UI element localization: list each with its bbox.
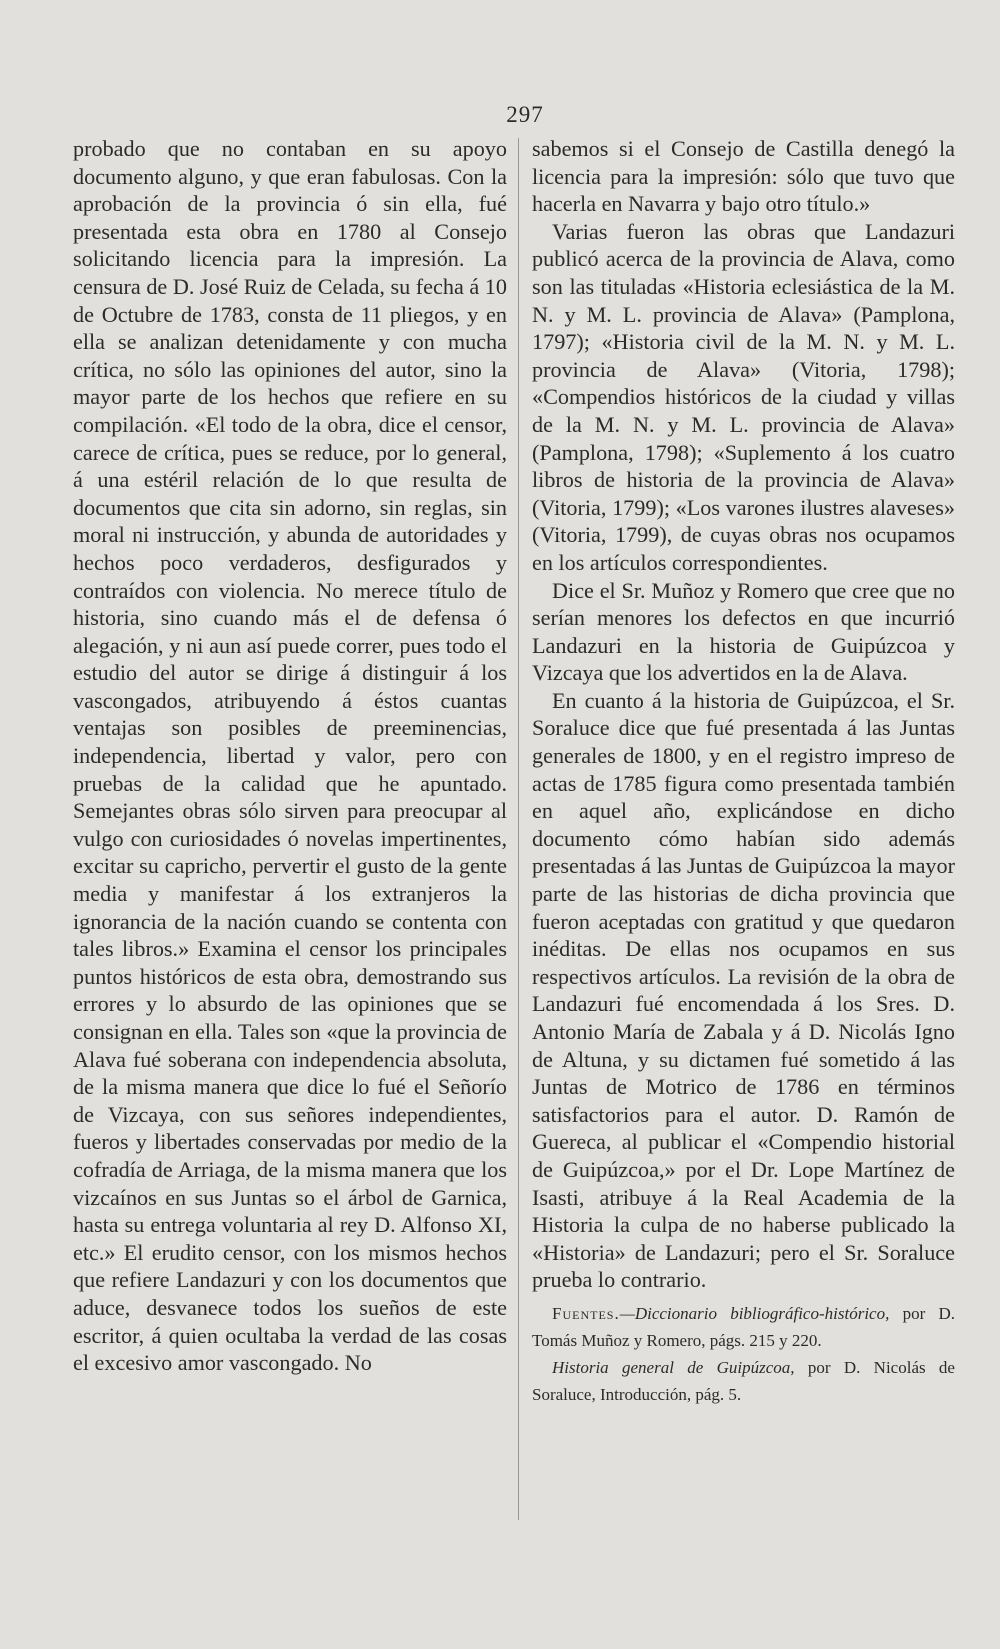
- left-column: [73, 135, 507, 1377]
- right-paragraph-2: Varias fueron las obras que Landazuri publicó acerca de la provincia de Alava, como son las tituladas «Historia eclesiástica de la M. N. y M. L. provincia de Alava» (Pamplona, 1797); «Historia civil de la M. N. y M. L. provincia de Alava» (Vitoria, 1798); «Compendios históricos de la ciudad y villas de la M. N. y M. L. provincia de Alava» (Pamplona, 1798); «Suplemento á los cuatro libros de historia de la provincia de Alava» (Vitoria, 1799); «Los varones ilustres alaveses» (Vitoria, 1799), de cuyas obras nos ocupamos en los artículos correspondientes.: [532, 218, 955, 575]
- right-paragraph-3: Dice el Sr. Muñoz y Romero que cree que no serían menores los defectos en que incurrió Landazuri en la historia de Guipúzcoa y Vizcaya que los advertidos en la de Alava.: [532, 577, 955, 686]
- source-entry-2: [532, 1354, 955, 1408]
- source-1-title: —Diccionario bibliográfico-histórico,: [619, 1303, 890, 1323]
- sources-block: [532, 1300, 955, 1408]
- column-divider: [518, 138, 519, 1520]
- right-paragraph-4: En cuanto á la historia de Guipúzcoa, el Sr. Soraluce dice que fué presentada á las Juntas generales de 1800, y en el registro impreso de actas de 1785 figura como presentada también en aquel año, explicándose en dicho documento cómo habían sido además presentadas á las Juntas de Guipúzcoa la mayor parte de las historias de dicha provincia que fueron aceptadas con gratitud y que quedaron inéditas. De ellas nos ocupamos en sus respectivos artículos. La revisión de la obra de Landazuri fué encomendada á los Sres. D. Antonio María de Zabala y á D. Nicolás Igno de Altuna, y su dictamen fué sometido á las Juntas de Motrico de 1786 en términos satisfactorios para el autor. D. Ramón de Guereca, al publicar el «Compendio historial de Guipúzcoa,» por el Dr. Lope Martínez de Isasti, atribuye á la Real Academia de la Historia la culpa de no haberse publicado la «Historia» de Landazuri; pero el Sr. Soraluce prueba lo contrario.: [532, 687, 955, 1293]
- right-paragraph-1: sabemos si el Consejo de Castilla denegó la licencia para la impresión: sólo que tuvo que hacerla en Navarra y bajo otro título.»: [532, 136, 955, 217]
- source-2-title: Historia general de Guipúzcoa,: [552, 1357, 795, 1377]
- source-1-rest: por D. Tomás Muñoz y Romero, págs. 215 y 220.: [532, 1303, 955, 1350]
- left-paragraph: probado que no contaban en su apoyo documento alguno, y que eran fabulosas. Con la aprobación de la provincia ó sin ella, fué presentada esta obra en 1780 al Consejo solicitando licencia para la impresión. La censura de D. José Ruiz de Celada, su fecha á 10 de Octubre de 1783, consta de 11 pliegos, y en ella se analizan detenidamente y con mucha crítica, no sólo las opiniones del autor, sino la mayor parte de los hechos que refiere en su compilación. «El todo de la obra, dice el censor, carece de crítica, pues se reduce, por lo general, á una estéril relación de lo que resulta de documentos que cita sin adorno, sin reglas, sin moral ni instrucción, y abunda de autoridades y hechos poco verdaderos, desfigurados y contraídos con violencia. No merece título de historia, sino cuando más el de defensa ó alegación, y ni aun así puede correr, pues todo el estudio del autor se dirige á distinguir á los vascongados, atribuyendo á éstos cuantas ventajas son posibles de preeminencias, independencia, libertad y valor, pero con pruebas de la calidad que he apuntado. Semejantes obras sólo sirven para preocupar al vulgo con curiosidades ó novelas impertinentes, excitar su capricho, pervertir el gusto de la gente media y manifestar á los extranjeros la ignorancia de la nación cuando se contenta con tales libros.» Examina el censor los principales puntos históricos de esta obra, demostrando sus errores y lo absurdo de las opiniones que se consignan en ella. Tales son «que la provincia de Alava fué soberana con independencia absoluta, de la misma manera que dice lo fué el Señorío de Vizcaya, con sus señores independientes, fueros y libertades conservadas por medio de la cofradía de Arriaga, de la misma manera que los vizcaínos en sus Juntas so el árbol de Garnica, hasta su entrega voluntaria al rey D. Alfonso XI, etc.» El erudito censor, con los mismos hechos que refiere Landazuri y con los documentos que aduce, desvanece todos los sueños de este escritor, á quien ocultaba la verdad de las cosas el excesivo amor vascongado. No: [73, 136, 507, 1376]
- source-2-rest: por D. Nicolás de Soraluce, Introducción, pág. 5.: [532, 1357, 955, 1404]
- page-number: 297: [506, 102, 544, 127]
- sources-label: Fuentes.: [552, 1303, 620, 1323]
- right-column: [532, 135, 955, 1408]
- source-entry-1: [532, 1300, 955, 1354]
